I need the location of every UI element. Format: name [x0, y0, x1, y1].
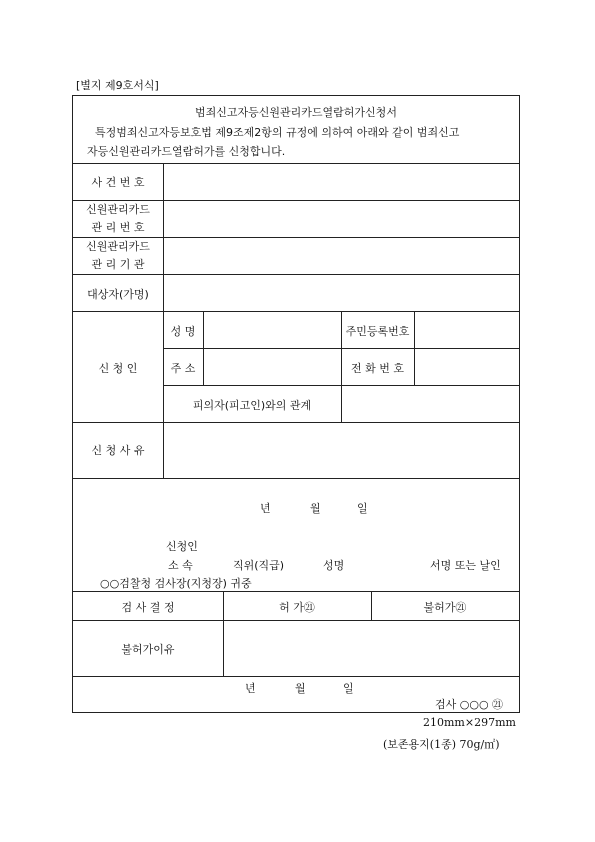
- intro-line-1: 특정범죄신고자등보호법 제9조제2항의 규정에 의하여 아래와 같이 범죄신고: [95, 126, 460, 139]
- decision-date-year: 년: [245, 682, 256, 695]
- column-line: [414, 311, 415, 385]
- intro-line-2: 자등신원관리카드열람허가를 신청합니다.: [87, 145, 286, 158]
- applicant-name-label: 성 명: [170, 325, 196, 338]
- subject-label: 대상자(가명): [87, 288, 149, 301]
- deny-label: 불허가㉑: [423, 601, 467, 614]
- divider: [73, 478, 519, 479]
- phone-label: 전 화 번 호: [351, 362, 404, 375]
- card-agency-label-2: 관 리 기 관: [91, 258, 145, 271]
- addressee: ○○검찰청 검사장(지청장) 귀중: [100, 577, 252, 590]
- date-day: 일: [357, 502, 368, 515]
- divider: [73, 422, 519, 423]
- card-number-label-2: 관 리 번 호: [91, 221, 145, 234]
- decision-date-day: 일: [343, 682, 354, 695]
- date-month: 월: [310, 502, 321, 515]
- paper-type: (보존용지(1종) 70g/㎡): [383, 738, 500, 751]
- date-year: 년: [260, 502, 271, 515]
- permit-label: 허 가㉑: [279, 601, 315, 614]
- card-agency-label-1: 신원관리카드: [86, 240, 150, 253]
- divider: [73, 676, 519, 677]
- position-label: 직위(직급): [233, 559, 285, 572]
- card-number-label-1: 신원관리카드: [86, 203, 150, 216]
- prosecutor-signature: 검사 ○○○ ㉑: [435, 698, 504, 711]
- case-number-label: 사 건 번 호: [91, 176, 145, 189]
- reason-label: 신 청 사 유: [91, 444, 145, 457]
- divider: [73, 591, 519, 592]
- form-tag: [별지 제9호서식]: [76, 79, 159, 92]
- affiliation-label: 소 속: [168, 559, 193, 572]
- applicant-section-label: 신 청 인: [98, 362, 138, 375]
- divider: [73, 311, 519, 312]
- divider: [73, 274, 519, 275]
- applicant-address-label: 주 소: [170, 362, 196, 375]
- divider: [73, 620, 519, 621]
- form-title: 범죄신고자등신원관리카드열람허가신청서: [195, 106, 397, 119]
- divider: [73, 163, 519, 164]
- deny-reason-label: 불허가이유: [121, 643, 175, 656]
- column-line: [163, 163, 164, 478]
- paper-size: 210mm×297mm: [423, 716, 516, 729]
- sign-or-seal-label: 서명 또는 날인: [430, 559, 501, 572]
- column-line: [203, 311, 204, 385]
- signer-name-label: 성명: [323, 559, 345, 572]
- applicant-caption: 신청인: [166, 540, 198, 553]
- decision-date-month: 월: [295, 682, 306, 695]
- prosecutor-decision-label: 검 사 결 정: [121, 601, 175, 614]
- application-form: [72, 95, 520, 713]
- resident-number-label: 주민등록번호: [345, 325, 410, 338]
- relationship-label: 피의자(피고인)와의 관계: [192, 399, 312, 412]
